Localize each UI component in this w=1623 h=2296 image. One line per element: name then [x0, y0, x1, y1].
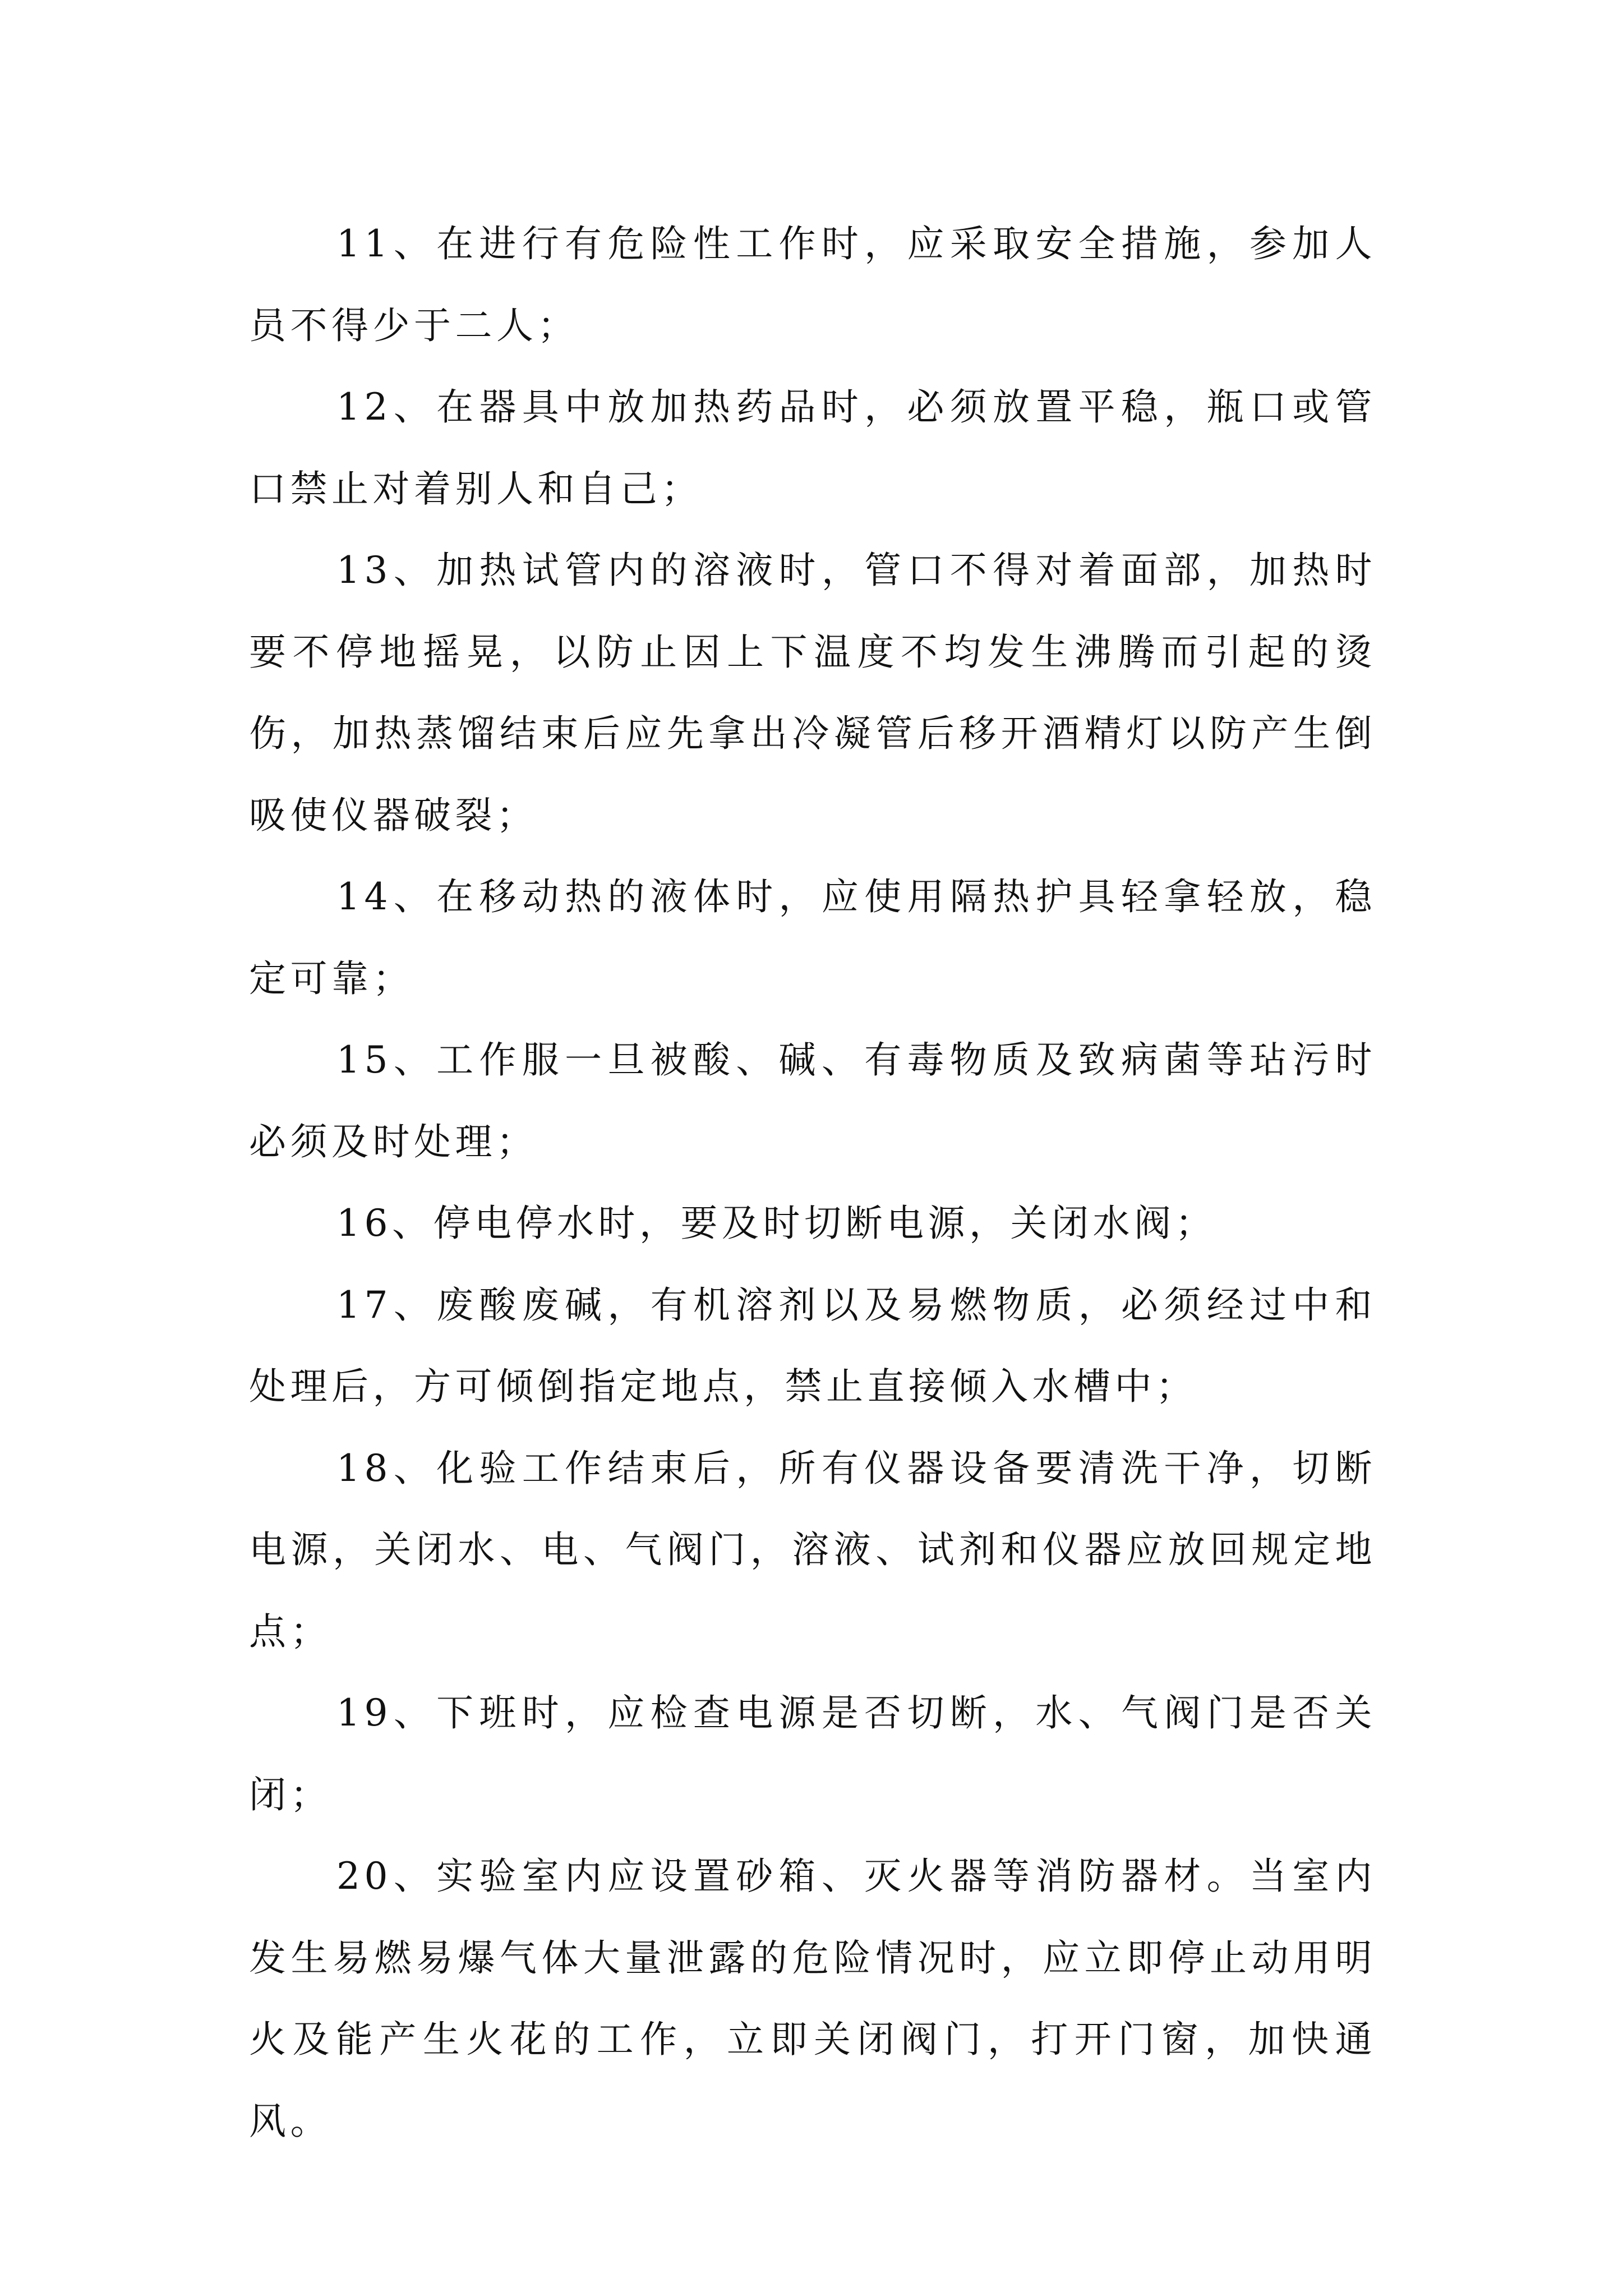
rule-item-17: 17、废酸废碱，有机溶剂以及易燃物质，必须经过中和处理后，方可倾倒指定地点，禁止直接倾入水槽中；: [249, 1283, 1376, 1408]
document-body: [249, 203, 1376, 2162]
rule-item-15: 15、工作服一旦被酸、碱、有毒物质及致病菌等玷污时必须及时处理；: [249, 1038, 1376, 1163]
rule-item-11: 11、在进行有危险性工作时，应采取安全措施，参加人员不得少于二人；: [249, 222, 1376, 347]
rule-item-18: 18、化验工作结束后，所有仪器设备要清洗干净，切断电源，关闭水、电、气阀门，溶液、试剂和仪器应放回规定地点；: [249, 1446, 1376, 1653]
rule-item-20: 20、实验室内应设置砂箱、灭火器等消防器材。当室内发生易燃易爆气体大量泄露的危险情况时，应立即停止动用明火及能产生火花的工作，立即关闭阀门，打开门窗，加快通风。: [249, 1855, 1376, 2143]
rule-item-19: 19、下班时，应检查电源是否切断，水、气阀门是否关闭；: [249, 1691, 1376, 1816]
rule-item-14: 14、在移动热的液体时，应使用隔热护具轻拿轻放，稳定可靠；: [249, 875, 1376, 1000]
rule-item-13: 13、加热试管内的溶液时，管口不得对着面部，加热时要不停地摇晃，以防止因上下温度不均发生沸腾而引起的烫伤，加热蒸馏结束后应先拿出冷凝管后移开酒精灯以防产生倒吸使仪器破裂；: [249, 549, 1376, 837]
rule-item-16: 16、停电停水时，要及时切断电源，关闭水阀；: [336, 1202, 1216, 1245]
rule-item-12: 12、在器具中放加热药品时，必须放置平稳，瓶口或管口禁止对着别人和自己；: [249, 385, 1376, 510]
